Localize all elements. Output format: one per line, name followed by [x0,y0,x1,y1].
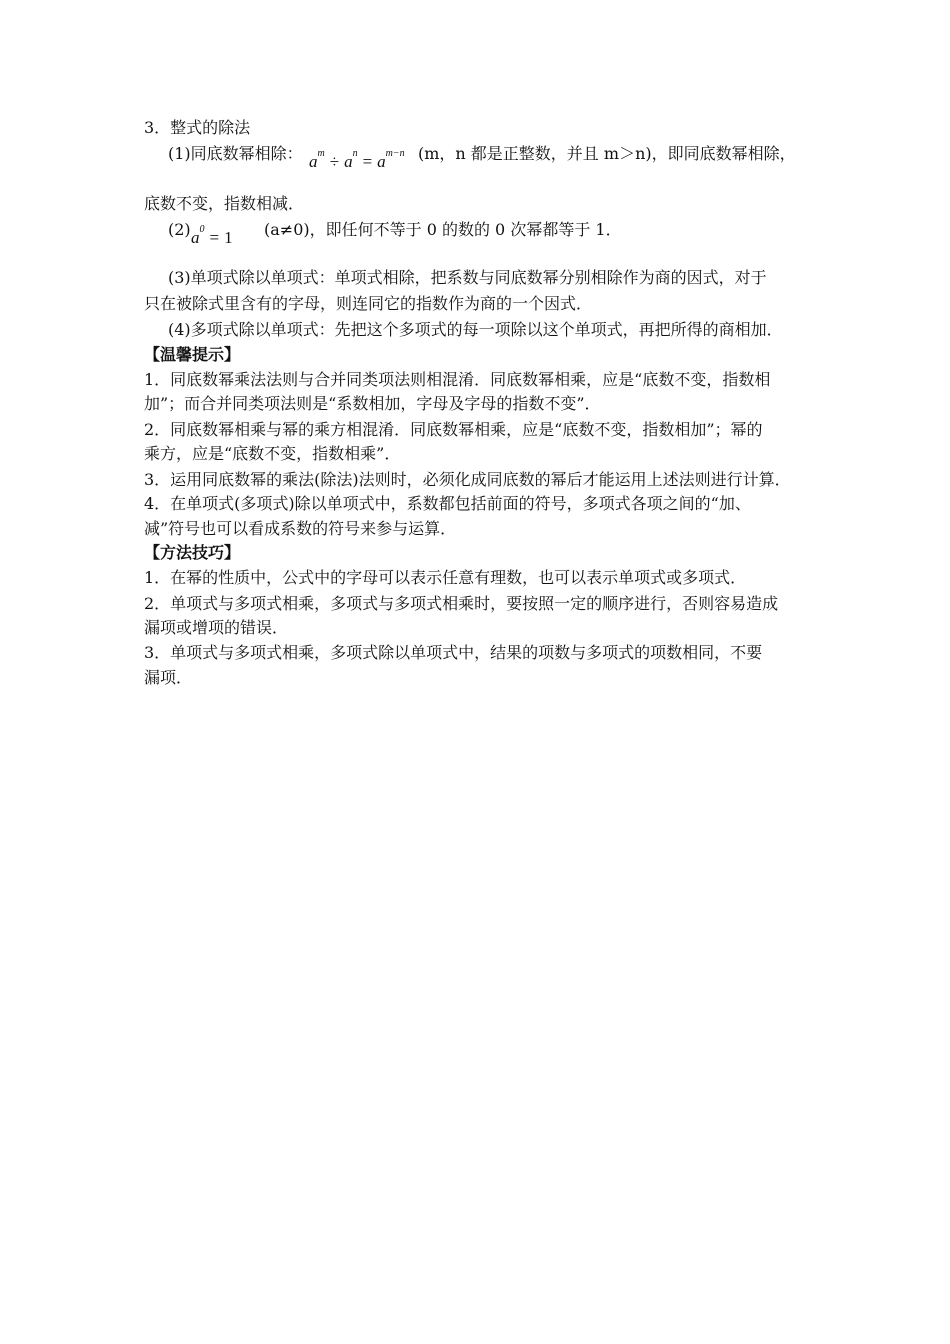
methods-heading: 【方法技巧】 [144,543,241,562]
tips-line: 加”；而合并同类项法则是“系数相加，字母及字母的指数不变”． [144,394,601,413]
item4: (4)多项式除以单项式：先把这个多项式的每一项除以这个单项式，再把所得的商相加． [168,320,783,339]
tips-line: 1．同底数幂乘法法则与合并同类项法则相混淆．同底数幂相乘，应是“底数不变，指数相 [144,370,771,389]
tips-line: 3．运用同底数幂的乘法(除法)法则时，必须化成同底数的幂后才能运用上述法则进行计算． [144,470,791,489]
methods-line: 2．单项式与多项式相乘，多项式与多项式相乘时，要按照一定的顺序进行，否则容易造成 [144,594,779,613]
methods-line: 3．单项式与多项式相乘，多项式除以单项式中，结果的项数与多项式的项数相同，不要 [144,643,763,662]
item3-line1: (3)单项式除以单项式：单项式相除，把系数与同底数幂分别相除作为商的因式，对于 [168,268,767,287]
tips-heading: 【温馨提示】 [144,345,241,364]
section-heading: 3．整式的除法 [144,118,251,137]
tips-line: 减”符号也可以看成系数的符号来参与运算． [144,519,457,538]
item1-continuation: 底数不变，指数相减． [144,194,305,213]
methods-line: 1．在幂的性质中，公式中的字母可以表示任意有理数，也可以表示单项式或多项式． [144,568,747,587]
methods-line: 漏项． [144,668,193,687]
tips-line: 4．在单项式(多项式)除以单项式中，系数都包括前面的符号，多项式各项之间的“加、 [144,494,751,513]
item1-condition: (m，n 都是正整数，并且 m＞n)，即同底数幂相除， [418,144,796,163]
item1-prefix: (1)同底数幂相除： [168,144,303,163]
division-formula: $a^m \div a^n = a^{m-n}$ [309,148,405,171]
tips-line: 乘方，应是“底数不变，指数相乘”． [144,444,401,463]
tips-line: 2．同底数幂相乘与幂的乘方相混淆．同底数幂相乘，应是“底数不变，指数相加”；幂的 [144,420,763,439]
zero-power-formula: $a^0 = 1$ [191,224,233,247]
item3-line2: 只在被除式里含有的字母，则连同它的指数作为商的一个因式． [144,294,593,313]
item2-text: (a≠0)，即任何不等于 0 的数的 0 次幂都等于 1． [264,220,622,239]
methods-line: 漏项或增项的错误． [144,618,289,637]
item2-prefix: (2) [168,220,191,239]
